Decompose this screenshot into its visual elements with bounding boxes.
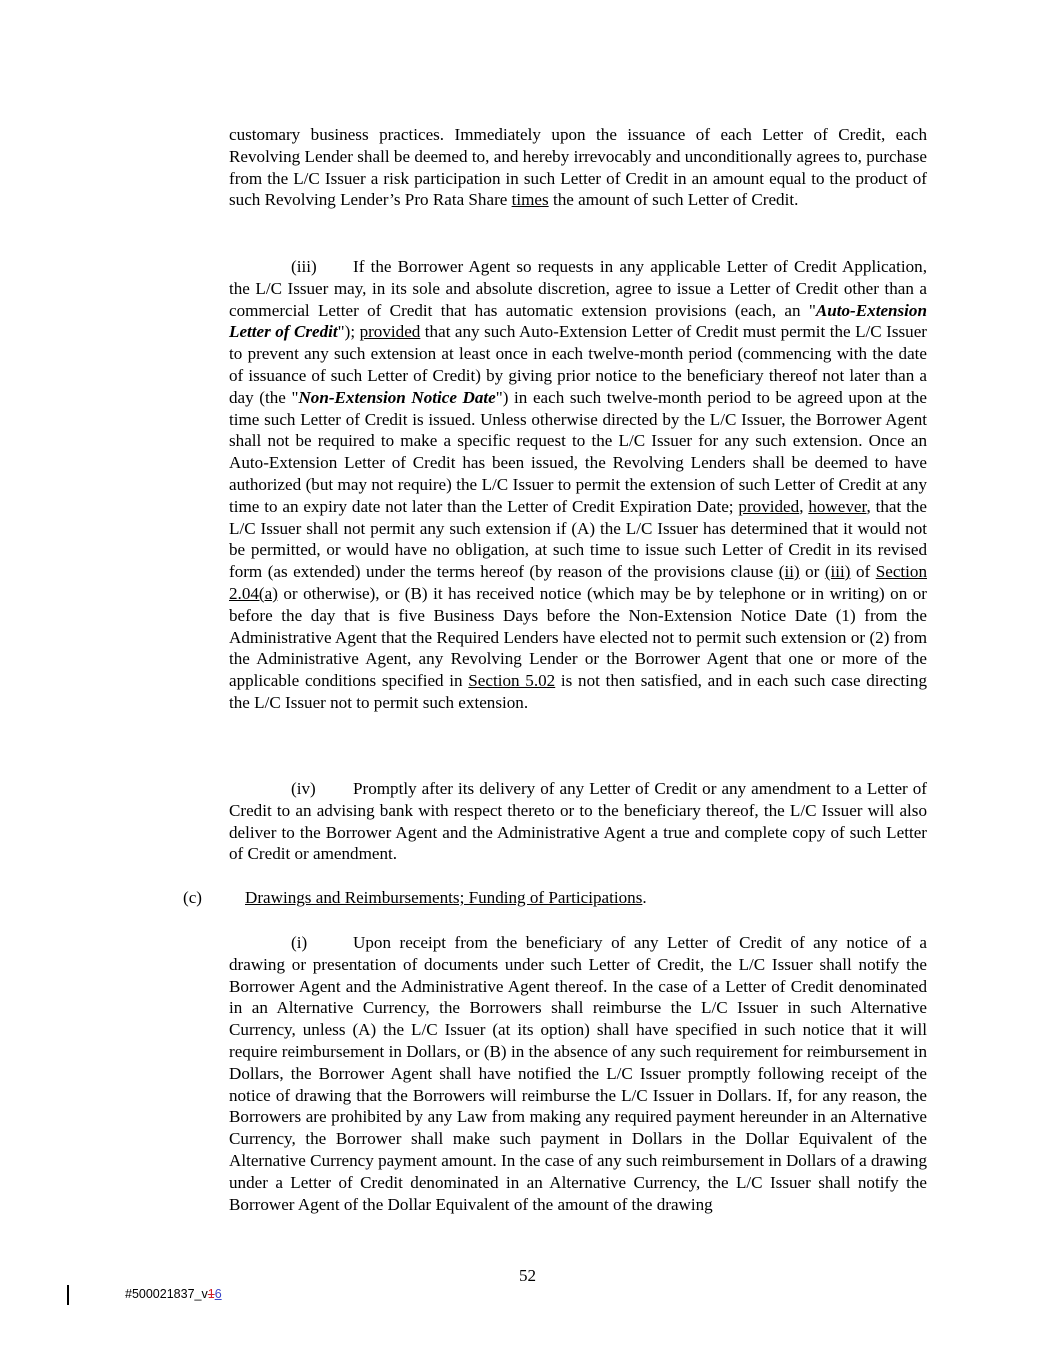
defined-term: Auto-Extension Letter of Credit bbox=[229, 300, 927, 342]
paragraph-continuation bbox=[229, 124, 927, 211]
paragraph-text: ") in each such twelve-month period to be agreed upon at the time such Letter of Credit is issued. Unless otherwise directed by the L/C Issuer, the Borrower Agent shall not be required to make a specific request to the L/C Issuer for any such extension. Once an Auto-Extension Letter of Credit has been issued, the Revolving Lenders shall be deemed to have authorized (but may not require) the L/C Issuer to permit the extension of such Letter of Credit at any time to an expiry date not later than the Letter of Credit Expiration Date; bbox=[229, 387, 927, 516]
paragraph-text: . bbox=[642, 888, 647, 907]
document-id bbox=[125, 1287, 222, 1301]
clause-number: (iii) bbox=[291, 257, 317, 276]
underlined-term: however bbox=[808, 496, 867, 516]
clause-number: (iv) bbox=[291, 779, 316, 798]
paragraph-i bbox=[229, 932, 927, 1215]
paragraph-text: customary business practices. Immediately upon the issuance of each Letter of Credit, each Revolving Lender shall be deemed to, and hereby irrevocably and unconditionally agrees to, purchase from the L/C Issuer a risk participation in such Letter of Credit in an amount equal to the product of such Revolving Lender’s Pro Rata Share bbox=[229, 125, 927, 210]
paragraph-text: of bbox=[850, 562, 876, 582]
paragraph-text: the amount of such Letter of Credit. bbox=[548, 190, 799, 210]
paragraph-text: "); bbox=[337, 322, 360, 342]
paragraph-text: that any such Auto-Extension Letter of Credit must permit the L/C Issuer to prevent any such extension at least once in each twelve-month period (commencing with the date of issuance of such Letter of Credit) by giving prior notice to the beneficiary thereof not later than a day (the " bbox=[229, 322, 927, 407]
section-reference: Section 5.02 bbox=[468, 671, 556, 691]
paragraph-iii bbox=[229, 256, 927, 714]
revision-change-bar bbox=[67, 1285, 69, 1305]
paragraph-text: , that the L/C Issuer shall not permit any such extension if (A) the L/C Issuer has determined that it would not be permitted, or would have no obligation, at such time to issue such Letter of Credit in its revised form (as extended) under the terms hereof (by reason of the provisions clause bbox=[229, 496, 928, 582]
section-c-heading bbox=[183, 887, 647, 909]
defined-term: Non-Extension Notice Date bbox=[298, 387, 496, 407]
document-id-text: #500021837_v bbox=[125, 1287, 208, 1301]
paragraph-text: Promptly after its delivery of any Letter of Credit or any amendment to a Letter of Credit to an advising bank with respect thereto or to the beneficiary thereof, the L/C Issuer will also deliver to the Borrower Agent and the Administrative Agent a true and complete copy of such Letter of Credit or amendment. bbox=[229, 779, 927, 864]
paragraph-text: is not then satisfied, and in each such case directing the L/C Issuer not to permit such extension. bbox=[229, 671, 928, 712]
paragraph-text: Upon receipt from the beneficiary of any Letter of Credit of any notice of a drawing or presentation of documents under such Letter of Credit, the L/C Issuer shall notify the Borrower Agent and the Administrative Agent thereof. In the case of a Letter of Credit denominated in an Alternative Currency, the Borrowers shall reimburse the L/C Issuer in such Alternative Currency, unless (A) the L/C Issuer (at its option) shall have specified in such notice that it will require reimbursement in Dollars, or (B) in the absence of any such requirement for reimbursement in Dollars, the Borrower Agent shall have notified the L/C Issuer promptly following receipt of the notice of drawing that the Borrowers will reimburse the L/C Issuer in Dollars. If, for any reason, the Borrowers are prohibited by any Law from making any required payment hereunder in an Alternative Currency, the Borrower shall make such payment in Dollars in the Dollar Equivalent of the Alternative Currency payment amount. In the case of any such reimbursement in Dollars of a drawing under a Letter of Credit denominated in an Alternative Currency, the L/C Issuer shall notify the Borrower Agent of the Dollar Equivalent of the amount of the drawing bbox=[229, 933, 927, 1214]
underlined-term: provided bbox=[738, 496, 800, 516]
underlined-term: times bbox=[511, 190, 549, 210]
underlined-term: provided bbox=[359, 322, 421, 342]
section-label: (c) bbox=[183, 888, 202, 907]
paragraph-text: If the Borrower Agent so requests in any applicable Letter of Credit Application, the L/C Issuer may, in its sole and absolute discretion, agree to issue a Letter of Credit other than a commercial Letter of Credit that has automatic extension provisions (each, an " bbox=[229, 257, 927, 320]
inserted-revision: 6 bbox=[214, 1287, 222, 1301]
section-reference: Section 2.04(a) bbox=[229, 562, 927, 603]
cross-reference: (iii) bbox=[824, 562, 851, 582]
deleted-revision: 1 bbox=[207, 1287, 215, 1301]
paragraph-text: , bbox=[799, 496, 809, 516]
paragraph-text: or otherwise), or (B) it has received notice (which may be by telephone or in writing) on or before the day that is five Business Days before the Non-Extension Notice Date (1) from the Administrative Agent that the Required Lenders have elected not to permit such extension or (2) from the Administrative Agent, any Revolving Lender or the Borrower Agent that one or more of the applicable conditions specified in bbox=[229, 583, 927, 691]
paragraph-text: or bbox=[799, 562, 825, 582]
clause-number: (i) bbox=[291, 933, 308, 952]
cross-reference: (ii) bbox=[778, 562, 800, 582]
section-title: Drawings and Reimbursements; Funding of Participations bbox=[245, 888, 643, 907]
paragraph-iv bbox=[229, 778, 927, 865]
page-number: 52 bbox=[518, 1266, 537, 1285]
